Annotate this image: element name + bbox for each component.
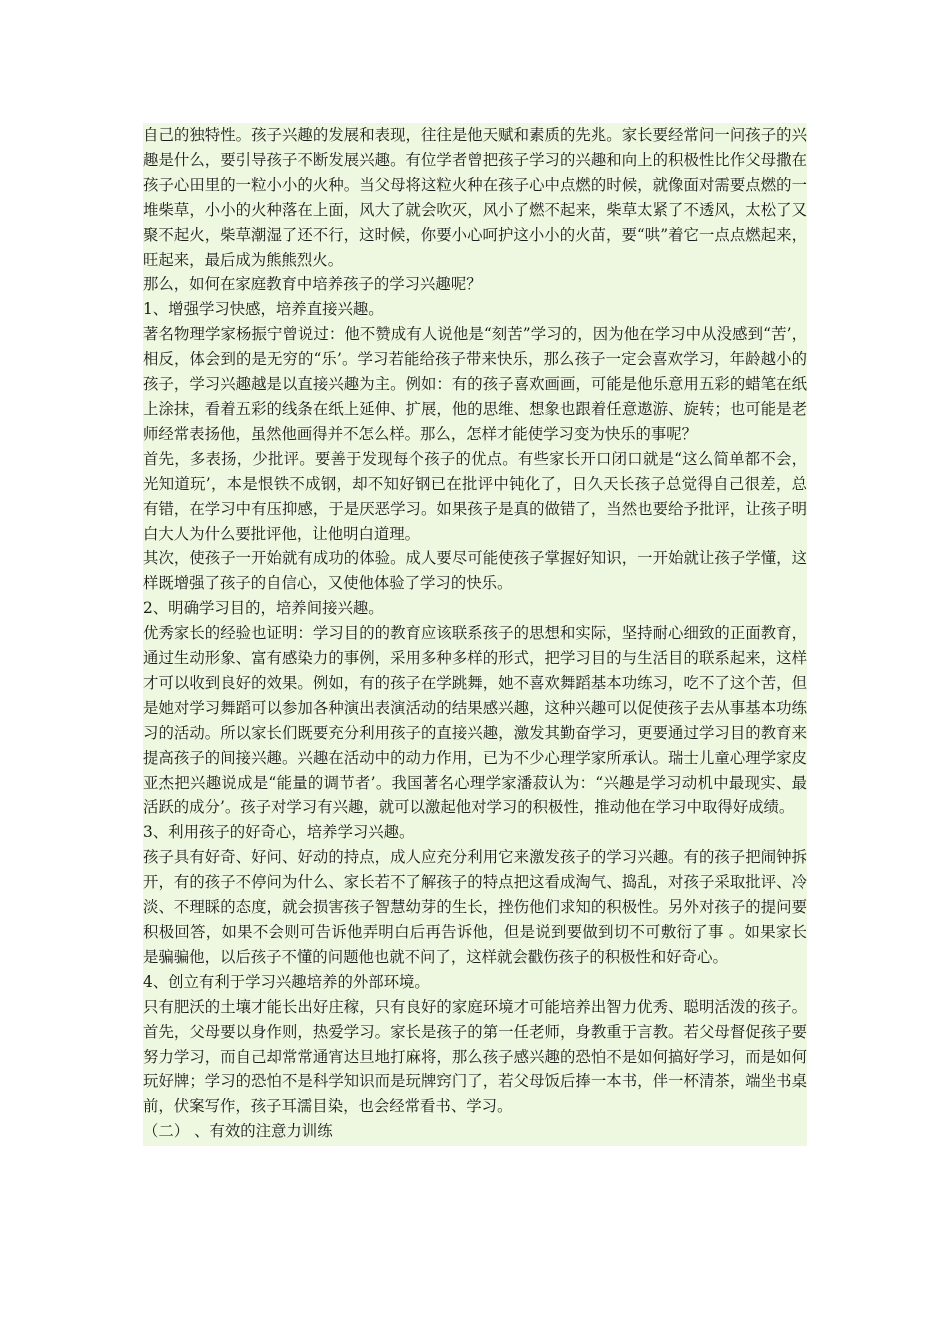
section-heading: 2、明确学习目的，培养间接兴趣。 — [143, 599, 384, 618]
paragraph: 自己的独特性。孩子兴趣的发展和表现，往往是他天赋和素质的先兆。家长要经常问一问孩子的兴趣是什么，要引导孩子不断发展兴趣。有位学者曾把孩子学习的兴趣和向上的积极性比作父母撒在孩子心田里的一粒小小的火种。当父母将这粒火种在孩子心中点燃的时候，就像面对需要点燃的一堆柴草，小小的火种落在上面，风大了就会吹灭，风小了燃不起来，柴草太紧了不透风，太松了又聚不起火，柴草潮湿了还不行，这时候，你要小心呵护这小小的火苗，要“哄”着它一点点燃起来，旺起来，最后成为熊熊烈火。 — [143, 126, 807, 269]
paragraph: 只有肥沃的土壤才能长出好庄稼，只有良好的家庭环境才可能培养出智力优秀、聪明活泼的孩子。首先，父母要以身作则，热爱学习。家长是孩子的第一任老师，身教重于言教。若父母督促孩子要努力学习，而自己却常常通宵达旦地打麻将，那么孩子感兴趣的恐怕不是如何搞好学习，而是如何玩好牌；学习的恐怕不是科学知识而是玩牌窍门了，若父母饭后捧一本书，伴一杯清茶，端坐书桌前，伏案写作，孩子耳濡目染，也会经常看书、学习。 — [143, 997, 807, 1116]
section-heading: 3、利用孩子的好奇心，培养学习兴趣。 — [143, 823, 415, 842]
paragraph: 首先，多表扬，少批评。要善于发现每个孩子的优点。有些家长开口闭口就是“这么简单都不会，光知道玩’，本是恨铁不成钢，却不知好钢已在批评中钝化了，日久天长孩子总觉得自己很差，总有错，在学习中有压抑感，于是厌恶学习。如果孩子是真的做错了，当然也要给予批评，让孩子明白大人为什么要批评他，让他明白道理。 — [143, 449, 807, 543]
section-heading: 1、增强学习快感，培养直接兴趣。 — [143, 300, 384, 319]
paragraph: 那么，如何在家庭教育中培养孩子的学习兴趣呢？ — [143, 275, 482, 294]
paragraph: 其次，使孩子一开始就有成功的体验。成人要尽可能使孩子掌握好知识，一开始就让孩子学懂，这样既增强了孩子的自信心，又使他体验了学习的快乐。 — [143, 549, 807, 593]
section-heading: 4、创立有利于学习兴趣培养的外部环境。 — [143, 972, 430, 991]
section-heading: （二） 、有效的注意力训练 — [143, 1122, 333, 1141]
paragraph: 著名物理学家杨振宁曾说过：他不赞成有人说他是“刻苦”学习的，因为他在学习中从没感到“苦’，相反，体会到的是无穷的“乐’。学习若能给孩子带来快乐，那么孩子一定会喜欢学习，年龄越小的孩子，学习兴趣越是以直接兴趣为主。例如：有的孩子喜欢画画，可能是他乐意用五彩的蜡笔在纸上涂抹，看着五彩的线条在纸上延伸、扩展，他的思维、想象也跟着任意遨游、旋转；也可能是老师经常表扬他，虽然他画得并不怎么样。那么，怎样才能使学习变为快乐的事呢？ — [143, 325, 807, 443]
paragraph: 优秀家长的经验也证明：学习目的的教育应该联系孩子的思想和实际，坚持耐心细致的正面教育，通过生动形象、富有感染力的事例，采用多种多样的形式，把学习目的与生活目的联系起来，这样才可以收到良好的效果。例如，有的孩子在学跳舞，她不喜欢舞蹈基本功练习，吃不了这个苦，但是她对学习舞蹈可以参加各种演出表演活动的结果感兴趣，这种兴趣可以促使孩子去从事基本功练习的活动。所以家长们既要充分利用孩子的直接兴趣，激发其勤奋学习，更要通过学习目的教育来提高孩子的间接兴趣。兴趣在活动中的动力作用，已为不少心理学家所承认。瑞士儿童心理学家皮亚杰把兴趣说成是“能量的调节者’。我国著名心理学家潘菽认为：“兴趣是学习动机中最现实、最活跃的成分’。孩子对学习有兴趣，就可以激起他对学习的积极性，推动他在学习中取得好成绩。 — [143, 624, 807, 817]
paragraph: 孩子具有好奇、好问、好动的持点，成人应充分利用它来激发孩子的学习兴趣。有的孩子把闹钟拆开，有的孩子不停问为什么、家长若不了解孩子的特点把这看成淘气、捣乱，对孩子采取批评、冷淡、不理睬的态度，就会损害孩子智慧幼芽的生长，挫伤他们求知的积极性。另外对孩子的提问要积极回答，如果不会则可告诉他弄明白后再告诉他，但是说到要做到切不可敷衍了事 。如果家长是骗骗他，以后孩子不懂的问题他也就不问了，这样就会戳伤孩子的积极性和好奇心。 — [143, 848, 807, 966]
text-block — [143, 123, 807, 1146]
